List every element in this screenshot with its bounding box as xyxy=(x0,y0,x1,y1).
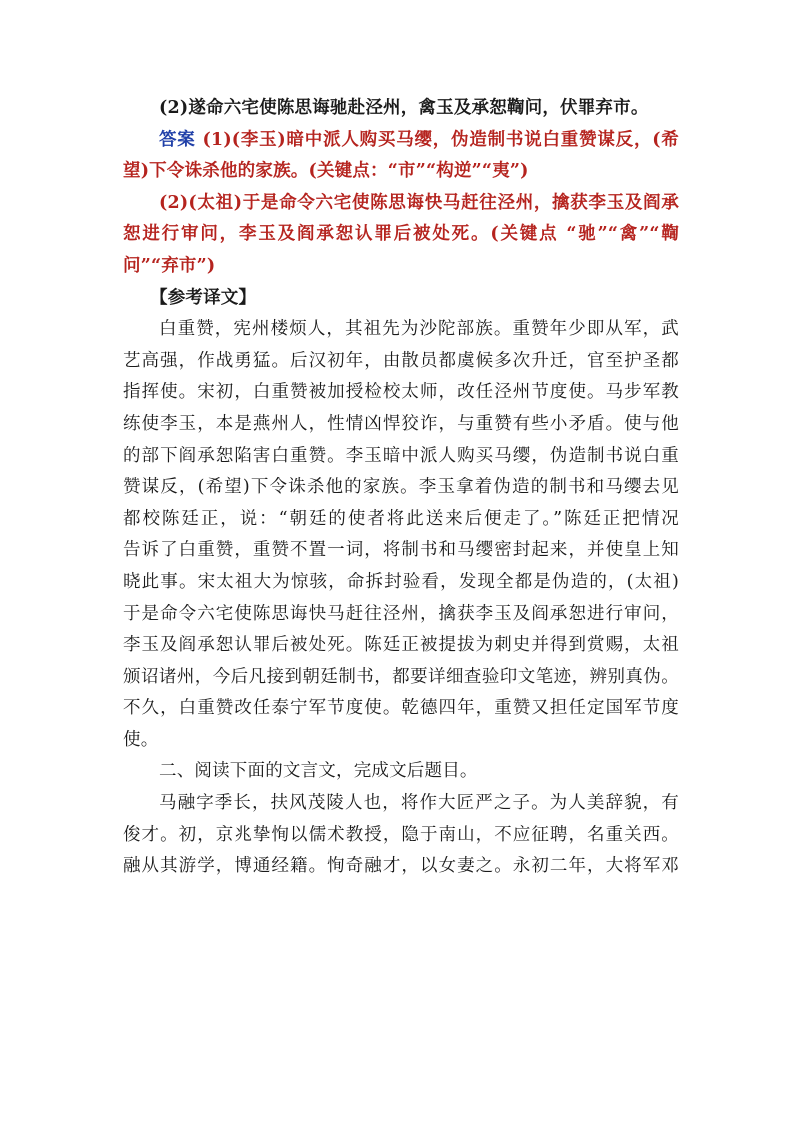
translation-line: 于是命令六宅使陈思诲快马赶往泾州，擒获李玉及阎承恕进行审问， xyxy=(123,603,679,624)
translation-line: 颁诏诸州，今后凡接到朝廷制书，都要详细查验印文笔迹，辨别真伪。 xyxy=(123,666,679,687)
passage-line: 马融字季长，扶风茂陵人也，将作大匠严之子。为人美辞貌，有 xyxy=(159,793,679,814)
section-2-title: 二、阅读下面的文言文，完成文后题目。 xyxy=(159,761,478,782)
translation-line: 告诉了白重赞，重赞不置一词，将制书和马缨密封起来，并使皇上知 xyxy=(123,540,679,561)
answer-1-line-2: 望)下令诛杀他的家族。(关键点：“市”“构逆”“夷”) xyxy=(123,161,529,182)
translation-line: 不久，白重赞改任泰宁军节度使。乾德四年，重赞又担任定国军节度 xyxy=(123,698,679,719)
question-2-text: (2)遂命六宅使陈思诲驰赴泾州，禽玉及承恕鞫问，伏罪弃市。 xyxy=(159,98,649,118)
translation-line: 练使李玉，本是燕州人，性情凶悍狡诈，与重赞有些小矛盾。使与他 xyxy=(123,413,679,434)
answer-label: 答案 xyxy=(159,129,196,150)
answer-2-line-2: 恕进行审问，李玉及阎承恕认罪后被处死。(关键点 “驰”“禽”“鞫 xyxy=(123,224,679,245)
passage-line: 俊才。初，京兆挚恂以儒术教授，隐于南山，不应征聘，名重关西。 xyxy=(123,824,679,845)
answer-2-line-3: 问”“弃市”) xyxy=(123,255,216,276)
translation-line: 李玉及阎承恕认罪后被处死。陈廷正被提拔为刺史并得到赏赐，太祖 xyxy=(123,635,679,656)
translation-heading: 【参考译文】 xyxy=(150,287,257,308)
translation-line: 白重赞，宪州楼烦人，其祖先为沙陀部族。重赞年少即从军，武 xyxy=(159,319,679,340)
answer-1-text-a: (1)(李玉)暗中派人购买马缨，伪造制书说白重赞谋反，(希 xyxy=(195,129,679,150)
translation-line: 都校陈廷正，说：“朝廷的使者将此送来后便走了。”陈廷正把情况 xyxy=(123,508,679,529)
answer-1-line-1 xyxy=(159,125,679,157)
translation-line: 的部下阎承恕陷害白重赞。李玉暗中派人购买马缨，伪造制书说白重 xyxy=(123,445,679,466)
translation-line: 晓此事。宋太祖大为惊骇，命拆封验看，发现全都是伪造的，(太祖) xyxy=(123,571,679,592)
translation-line: 艺高强，作战勇猛。后汉初年，由散员都虞候多次升迁，官至护圣都 xyxy=(123,350,679,371)
answer-2-line-1: (2)(太祖)于是命令六宅使陈思诲快马赶往泾州，擒获李玉及阎承 xyxy=(159,192,679,213)
translation-line: 使。 xyxy=(123,729,159,750)
document-page xyxy=(123,93,679,883)
translation-line: 赞谋反，(希望)下令诛杀他的家族。李玉拿着伪造的制书和马缨去见 xyxy=(123,477,679,498)
passage-line: 融从其游学，博通经籍。恂奇融才，以女妻之。永初二年，大将军邓 xyxy=(123,856,679,877)
translation-line: 指挥使。宋初，白重赞被加授检校太师，改任泾州节度使。马步军教 xyxy=(123,382,679,403)
